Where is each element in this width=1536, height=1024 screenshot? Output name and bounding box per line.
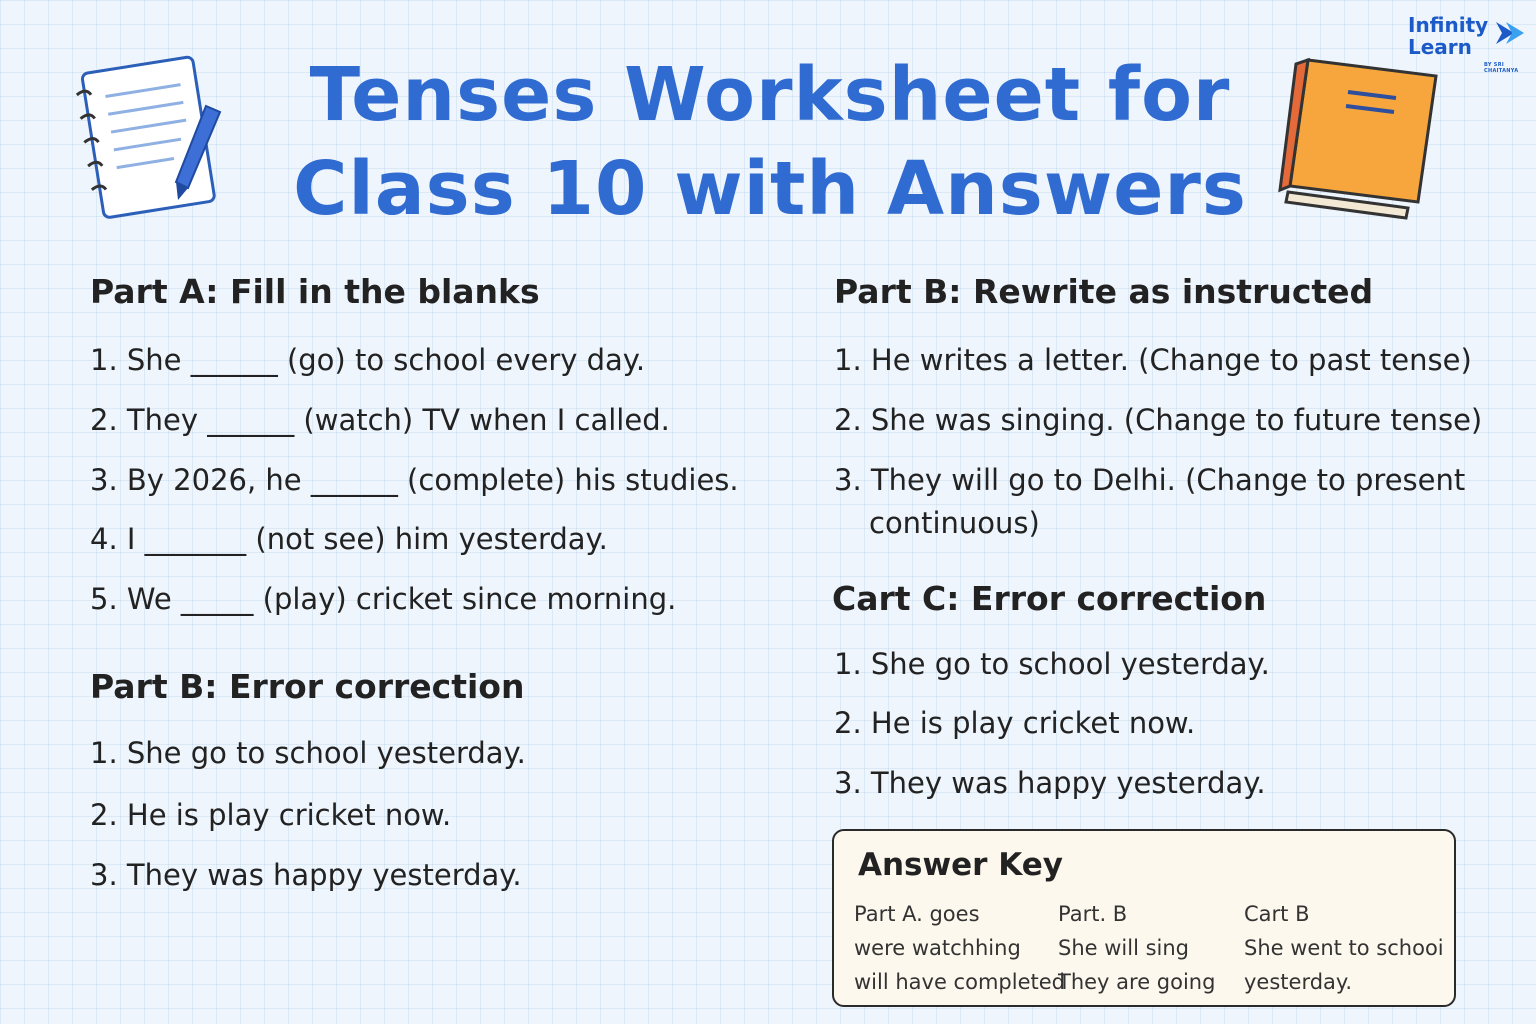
part-b-rewrite-heading: Part B: Rewrite as instructed xyxy=(834,272,1374,311)
part-b-error-item: 3. They was happy yesterday. xyxy=(90,858,522,892)
answer-key-box xyxy=(832,829,1456,1007)
book-icon xyxy=(1278,52,1444,222)
part-c-item: 3. They was happy yesterday. xyxy=(834,766,1266,800)
part-a-item: 5. We _____ (play) cricket since morning. xyxy=(90,582,677,616)
part-b-rewrite-item: 2. She was singing. (Change to future tense) xyxy=(834,403,1483,437)
answer-key-column: Cart B She went to schooi yesterday. xyxy=(1244,902,1444,994)
part-c-item: 2. He is play cricket now. xyxy=(834,706,1196,740)
part-b-error-heading: Part B: Error correction xyxy=(90,667,525,706)
part-a-item: 3. By 2026, he ______ (complete) his studies. xyxy=(90,463,739,497)
part-a-item: 1. She ______ (go) to school every day. xyxy=(90,343,646,377)
part-a-item: 4. I _______ (not see) him yesterday. xyxy=(90,522,608,556)
infinity-learn-logo: Infinity Learn BY SRI CHAITANYA xyxy=(1408,14,1528,76)
part-c-item: 1. She go to school yesterday. xyxy=(834,647,1270,681)
part-b-rewrite-item-continued: continuous) xyxy=(869,506,1040,540)
answer-key-column: Part A. goes were watchhing will have completed xyxy=(854,902,1065,994)
logo-arrow-icon xyxy=(1492,16,1526,50)
part-a-item: 2. They ______ (watch) TV when I called. xyxy=(90,403,670,437)
notebook-icon xyxy=(70,50,230,220)
part-a-heading: Part A: Fill in the blanks xyxy=(90,272,540,311)
part-b-rewrite-item: 3. They will go to Delhi. (Change to present xyxy=(834,463,1466,497)
answer-key-column: Part. B She will sing They are going xyxy=(1058,902,1216,994)
part-b-error-item: 1. She go to school yesterday. xyxy=(90,736,526,770)
page-title: Tenses Worksheet for Class 10 with Answers xyxy=(293,52,1247,232)
part-b-error-item: 2. He is play cricket now. xyxy=(90,798,452,832)
answer-key-title: Answer Key xyxy=(858,847,1063,883)
part-b-rewrite-item: 1. He writes a letter. (Change to past tense) xyxy=(834,343,1472,377)
part-c-heading: Cart C: Error correction xyxy=(832,579,1267,618)
